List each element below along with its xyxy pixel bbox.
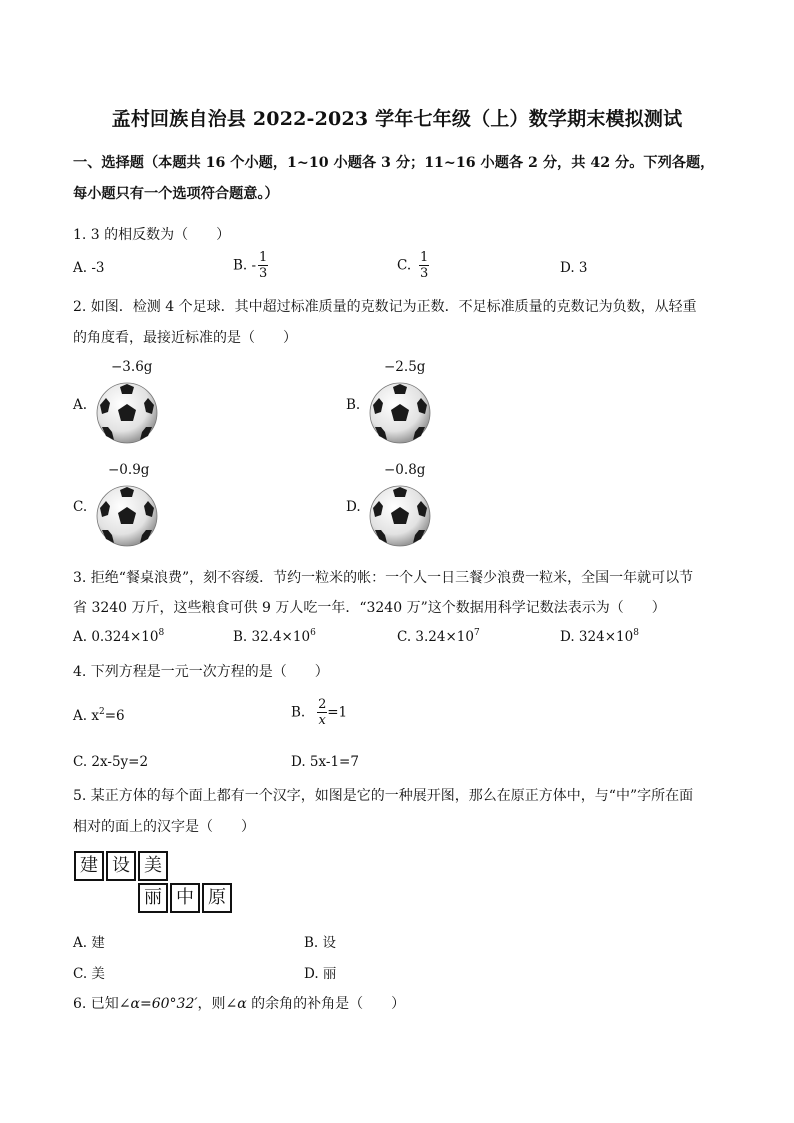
q3-option-a: [73, 629, 164, 645]
section-heading-line2: 每小题只有一个选项符合题意。）: [73, 186, 279, 202]
q1-option-b-fraction: [258, 250, 268, 281]
q5-stem-line1: 5. 某正方体的每个面上都有一个汉字，如图是它的一种展开图，那么在原正方体中，与“中”字所在面: [73, 788, 694, 804]
net-cell: 丽: [138, 883, 168, 913]
q2-option-c-letter: C.: [73, 499, 88, 515]
q4-option-a: [73, 708, 125, 724]
numerator: 1: [420, 250, 429, 265]
soccer-ball-icon: [96, 382, 158, 444]
q3-option-b-exponent: 6: [310, 628, 316, 638]
q6-angle-expression: ∠α=60°32′: [118, 996, 198, 1012]
q1-option-c: [397, 250, 429, 281]
net-cell: 美: [138, 851, 168, 881]
q4-option-b-fraction: [317, 697, 327, 728]
q6-angle: ∠α: [225, 996, 247, 1012]
q1-stem: 1. 3 的相反数为（ ）: [73, 227, 231, 243]
q4-option-b-pre: B.: [291, 704, 306, 721]
q5-option-a: A. 建: [73, 935, 105, 951]
q4-stem: 4. 下列方程是一元一次方程的是（ ）: [73, 664, 329, 680]
q6-pre: 6. 已知: [73, 996, 119, 1012]
denominator: x: [318, 713, 326, 728]
q2-option-a-weight: −3.6g: [111, 359, 153, 375]
q3-option-c: [397, 629, 480, 645]
soccer-ball-icon: [369, 382, 431, 444]
q3-option-b: [233, 629, 316, 645]
soccer-ball-icon: [369, 485, 431, 547]
q5-option-c: C. 美: [73, 966, 105, 982]
q2-option-c-weight: −0.9g: [108, 462, 150, 478]
denominator: 3: [420, 266, 429, 281]
q4-option-b-post: =1: [327, 704, 348, 721]
q2-option-d-weight: −0.8g: [384, 462, 426, 478]
q3-option-c-base: C. 3.24×10: [397, 629, 474, 645]
q4-option-c: C. 2x-5y=2: [73, 754, 149, 770]
page-title: 孟村回族自治县 2022-2023 学年七年级（上）数学期末模拟测试: [111, 108, 683, 130]
q2-option-a-letter: A.: [73, 397, 88, 413]
q6-mid: ，则: [197, 996, 226, 1012]
soccer-ball-icon: [96, 485, 158, 547]
q5-option-d: D. 丽: [304, 966, 337, 982]
q2-option-b-weight: −2.5g: [384, 359, 426, 375]
numerator: 1: [258, 250, 268, 265]
net-cell: 原: [202, 883, 232, 913]
q3-option-d: [560, 629, 639, 645]
q1-option-d: D. 3: [560, 260, 588, 276]
q3-stem-line2: 省 3240 万斤，这些粮食可供 9 万人吃一年．“3240 万”这个数据用科学记数法表示为（ ）: [73, 600, 666, 616]
q3-stem-line1: 3. 拒绝“餐桌浪费”，刻不容缓．节约一粒米的帐：一个人一日三餐少浪费一粒米，全国一年就可以节: [73, 570, 694, 586]
q2-option-b-letter: B.: [346, 397, 361, 413]
net-cell: 中: [170, 883, 200, 913]
q3-option-d-base: D. 324×10: [560, 629, 634, 645]
q4-option-a-pre: A. x: [73, 708, 99, 724]
q6-stem: [73, 993, 405, 1013]
section-heading-line1: 一、选择题（本题共 16 个小题，1~10 小题各 3 分；11~16 小题各 2 分，共 42 分。下列各题，: [73, 155, 715, 171]
q3-option-c-exponent: 7: [473, 628, 480, 638]
q1-option-b-prefix: B. -: [233, 257, 257, 274]
q4-option-d: D. 5x-1=7: [291, 754, 359, 770]
q1-option-c-fraction: [419, 250, 429, 281]
q3-option-a-exponent: 8: [158, 628, 165, 638]
q2-option-d-letter: D.: [346, 499, 361, 515]
denominator: 3: [258, 266, 268, 281]
q5-option-b: B. 设: [304, 935, 337, 951]
q6-post: 的余角的补角是（ ）: [246, 996, 406, 1012]
q4-option-b: [291, 697, 347, 728]
q3-option-b-base: B. 32.4×10: [233, 629, 311, 645]
q1-option-b: [233, 250, 268, 281]
q1-option-c-prefix: C.: [397, 257, 412, 274]
q3-option-a-base: A. 0.324×10: [73, 629, 159, 645]
q2-stem-line1: 2. 如图．检测 4 个足球．其中超过标准质量的克数记为正数．不足标准质量的克数记为负数，从轻重: [73, 299, 697, 315]
q2-stem-line2: 的角度看，最接近标准的是（ ）: [73, 330, 297, 346]
q5-stem-line2: 相对的面上的汉字是（ ）: [73, 819, 255, 835]
q4-option-a-post: =6: [104, 708, 125, 724]
q3-option-d-exponent: 8: [633, 628, 639, 638]
q4-option-a-exponent: 2: [98, 707, 105, 717]
net-cell: 设: [106, 851, 136, 881]
numerator: 2: [318, 697, 327, 712]
q1-option-a: A. -3: [73, 260, 105, 276]
net-cell: 建: [74, 851, 104, 881]
